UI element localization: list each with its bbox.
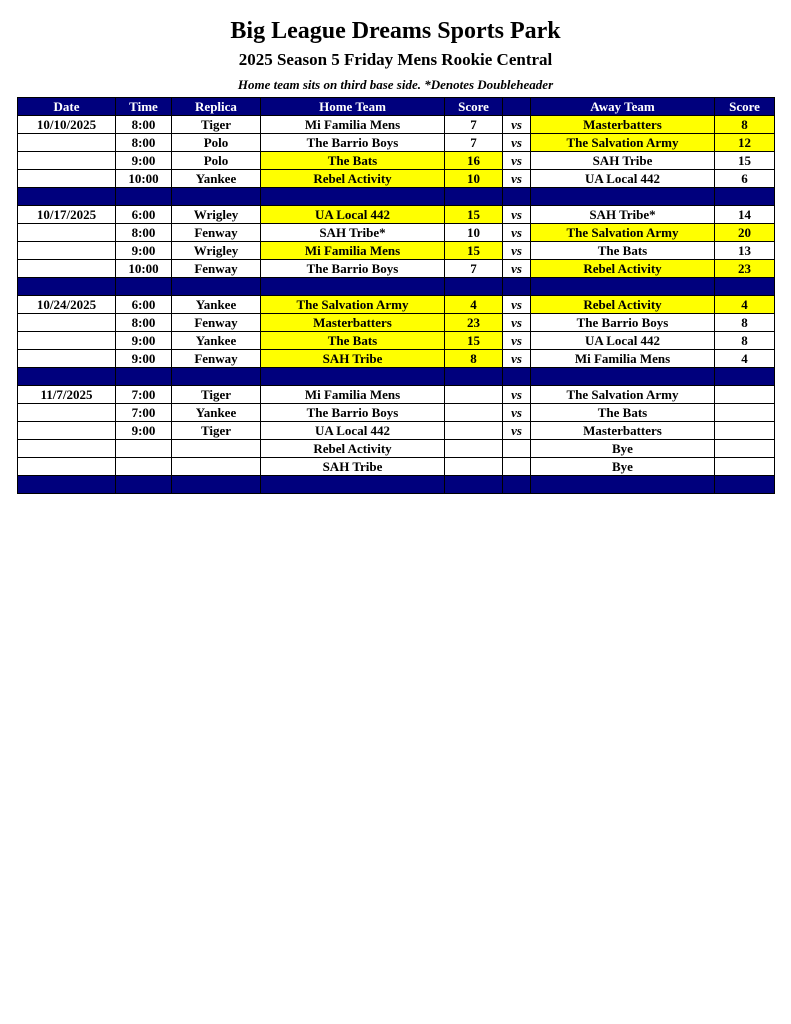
table-row [18,332,775,350]
separator-cell [715,368,775,386]
separator-cell [715,188,775,206]
page-title: Big League Dreams Sports Park [230,18,561,44]
time-cell: 6:00 [116,296,172,314]
separator-cell [503,188,531,206]
table-row [18,170,775,188]
time-cell: 9:00 [116,242,172,260]
separator-cell [18,368,116,386]
column-header-home-score: Score [445,98,503,116]
time-cell: 10:00 [116,170,172,188]
time-cell: 9:00 [116,152,172,170]
replica-cell: Yankee [172,170,261,188]
separator-cell [261,278,445,296]
home-team-cell: The Barrio Boys [261,134,445,152]
vs-cell: vs [503,116,531,134]
away-score-cell [715,404,775,422]
away-score-cell: 4 [715,350,775,368]
table-row [18,314,775,332]
away-score-cell: 8 [715,332,775,350]
home-team-cell: SAH Tribe* [261,224,445,242]
replica-cell: Fenway [172,350,261,368]
vs-cell: vs [503,386,531,404]
separator-cell [715,278,775,296]
replica-cell: Fenway [172,224,261,242]
vs-cell: vs [503,350,531,368]
away-team-cell: Masterbatters [531,422,715,440]
table-row [18,458,775,476]
separator-cell [531,368,715,386]
table-row [18,116,775,134]
separator-cell [172,368,261,386]
away-team-cell: SAH Tribe [531,152,715,170]
home-team-cell: Rebel Activity [261,440,445,458]
date-cell [18,440,116,458]
separator-cell [116,278,172,296]
home-team-cell: The Bats [261,332,445,350]
date-cell [18,242,116,260]
away-team-cell: Bye [531,458,715,476]
replica-cell: Wrigley [172,206,261,224]
table-row [18,206,775,224]
home-score-cell: 10 [445,170,503,188]
date-cell: 10/24/2025 [18,296,116,314]
replica-cell: Yankee [172,332,261,350]
date-cell [18,224,116,242]
away-score-cell: 8 [715,116,775,134]
replica-cell: Wrigley [172,242,261,260]
time-cell: 8:00 [116,224,172,242]
vs-cell: vs [503,206,531,224]
table-row [18,242,775,260]
home-score-cell: 15 [445,332,503,350]
replica-cell [172,458,261,476]
away-score-cell: 14 [715,206,775,224]
replica-cell: Polo [172,152,261,170]
vs-cell: vs [503,152,531,170]
separator-cell [172,188,261,206]
time-cell: 8:00 [116,116,172,134]
home-score-cell: 7 [445,260,503,278]
home-score-cell [445,404,503,422]
away-team-cell: Masterbatters [531,116,715,134]
column-header-away-team: Away Team [531,98,715,116]
separator-cell [18,188,116,206]
home-score-cell [445,386,503,404]
away-score-cell: 15 [715,152,775,170]
time-cell: 9:00 [116,350,172,368]
home-team-cell: The Salvation Army [261,296,445,314]
replica-cell: Tiger [172,116,261,134]
table-row [18,386,775,404]
time-cell: 7:00 [116,386,172,404]
home-team-cell: Mi Familia Mens [261,116,445,134]
home-team-cell: SAH Tribe [261,350,445,368]
column-header-replica: Replica [172,98,261,116]
week-separator-row [18,368,775,386]
separator-cell [531,476,715,494]
away-score-cell [715,440,775,458]
home-team-cell: Masterbatters [261,314,445,332]
replica-cell: Fenway [172,260,261,278]
away-team-cell: The Salvation Army [531,386,715,404]
week-separator-row [18,278,775,296]
home-score-cell [445,458,503,476]
replica-cell: Tiger [172,386,261,404]
vs-cell: vs [503,134,531,152]
table-row [18,260,775,278]
away-team-cell: Bye [531,440,715,458]
away-score-cell: 8 [715,314,775,332]
column-header-away-score: Score [715,98,775,116]
away-team-cell: The Bats [531,404,715,422]
separator-cell [445,188,503,206]
away-score-cell: 23 [715,260,775,278]
home-score-cell [445,440,503,458]
replica-cell [172,440,261,458]
away-team-cell: Rebel Activity [531,296,715,314]
separator-cell [172,278,261,296]
time-cell [116,440,172,458]
away-team-cell: UA Local 442 [531,170,715,188]
vs-cell: vs [503,314,531,332]
separator-cell [445,278,503,296]
date-cell [18,422,116,440]
separator-cell [116,368,172,386]
vs-cell: vs [503,242,531,260]
vs-cell: vs [503,296,531,314]
vs-cell: vs [503,260,531,278]
replica-cell: Fenway [172,314,261,332]
table-row [18,422,775,440]
separator-cell [503,278,531,296]
column-header-home-team: Home Team [261,98,445,116]
date-cell [18,152,116,170]
table-row [18,224,775,242]
home-score-cell: 16 [445,152,503,170]
vs-cell: vs [503,422,531,440]
replica-cell: Tiger [172,422,261,440]
time-cell: 6:00 [116,206,172,224]
away-score-cell [715,386,775,404]
column-header-date: Date [18,98,116,116]
time-cell: 9:00 [116,422,172,440]
home-team-cell: Mi Familia Mens [261,386,445,404]
home-team-cell: The Barrio Boys [261,260,445,278]
home-score-cell [445,422,503,440]
separator-cell [18,476,116,494]
away-team-cell: Mi Familia Mens [531,350,715,368]
date-cell [18,170,116,188]
column-header-time: Time [116,98,172,116]
column-header-vs [503,98,531,116]
away-team-cell: Rebel Activity [531,260,715,278]
separator-cell [715,476,775,494]
away-team-cell: The Barrio Boys [531,314,715,332]
home-team-cell: UA Local 442 [261,422,445,440]
table-row [18,440,775,458]
away-score-cell [715,458,775,476]
separator-cell [261,188,445,206]
away-team-cell: UA Local 442 [531,332,715,350]
schedule-table [17,97,775,494]
separator-cell [445,476,503,494]
table-row [18,134,775,152]
home-score-cell: 8 [445,350,503,368]
home-team-cell: UA Local 442 [261,206,445,224]
separator-cell [445,368,503,386]
table-row [18,350,775,368]
home-score-cell: 7 [445,116,503,134]
away-team-cell: SAH Tribe* [531,206,715,224]
date-cell [18,134,116,152]
home-score-cell: 10 [445,224,503,242]
home-team-cell: SAH Tribe [261,458,445,476]
table-row [18,404,775,422]
separator-cell [261,368,445,386]
home-score-cell: 7 [445,134,503,152]
replica-cell: Yankee [172,404,261,422]
away-team-cell: The Salvation Army [531,224,715,242]
home-score-cell: 23 [445,314,503,332]
away-score-cell: 20 [715,224,775,242]
home-score-cell: 15 [445,206,503,224]
date-cell [18,314,116,332]
header-row [18,98,775,116]
replica-cell: Yankee [172,296,261,314]
vs-cell: vs [503,224,531,242]
separator-cell [531,188,715,206]
vs-cell [503,440,531,458]
date-cell: 10/10/2025 [18,116,116,134]
time-cell: 10:00 [116,260,172,278]
away-team-cell: The Salvation Army [531,134,715,152]
vs-cell [503,458,531,476]
home-team-cell: The Barrio Boys [261,404,445,422]
time-cell: 7:00 [116,404,172,422]
table-row [18,296,775,314]
time-cell [116,458,172,476]
separator-cell [172,476,261,494]
week-separator-row [18,188,775,206]
separator-cell [503,368,531,386]
away-score-cell: 13 [715,242,775,260]
separator-cell [116,476,172,494]
separator-cell [503,476,531,494]
date-cell [18,332,116,350]
page-subtitle: 2025 Season 5 Friday Mens Rookie Central [238,50,553,69]
time-cell: 8:00 [116,314,172,332]
home-team-cell: Mi Familia Mens [261,242,445,260]
date-cell: 11/7/2025 [18,386,116,404]
away-team-cell: The Bats [531,242,715,260]
separator-cell [18,278,116,296]
date-cell [18,458,116,476]
home-score-cell: 15 [445,242,503,260]
time-cell: 9:00 [116,332,172,350]
home-team-cell: The Bats [261,152,445,170]
date-cell: 10/17/2025 [18,206,116,224]
page-note: Home team sits on third base side. *Denotes Doubleheader [237,77,554,92]
home-team-cell: Rebel Activity [261,170,445,188]
away-score-cell: 4 [715,296,775,314]
vs-cell: vs [503,404,531,422]
table-row [18,152,775,170]
date-cell [18,260,116,278]
time-cell: 8:00 [116,134,172,152]
replica-cell: Polo [172,134,261,152]
date-cell [18,404,116,422]
date-cell [18,350,116,368]
week-separator-row [18,476,775,494]
home-score-cell: 4 [445,296,503,314]
separator-cell [531,278,715,296]
separator-cell [116,188,172,206]
away-score-cell [715,422,775,440]
vs-cell: vs [503,332,531,350]
separator-cell [261,476,445,494]
away-score-cell: 6 [715,170,775,188]
vs-cell: vs [503,170,531,188]
away-score-cell: 12 [715,134,775,152]
schedule-body [18,116,775,494]
